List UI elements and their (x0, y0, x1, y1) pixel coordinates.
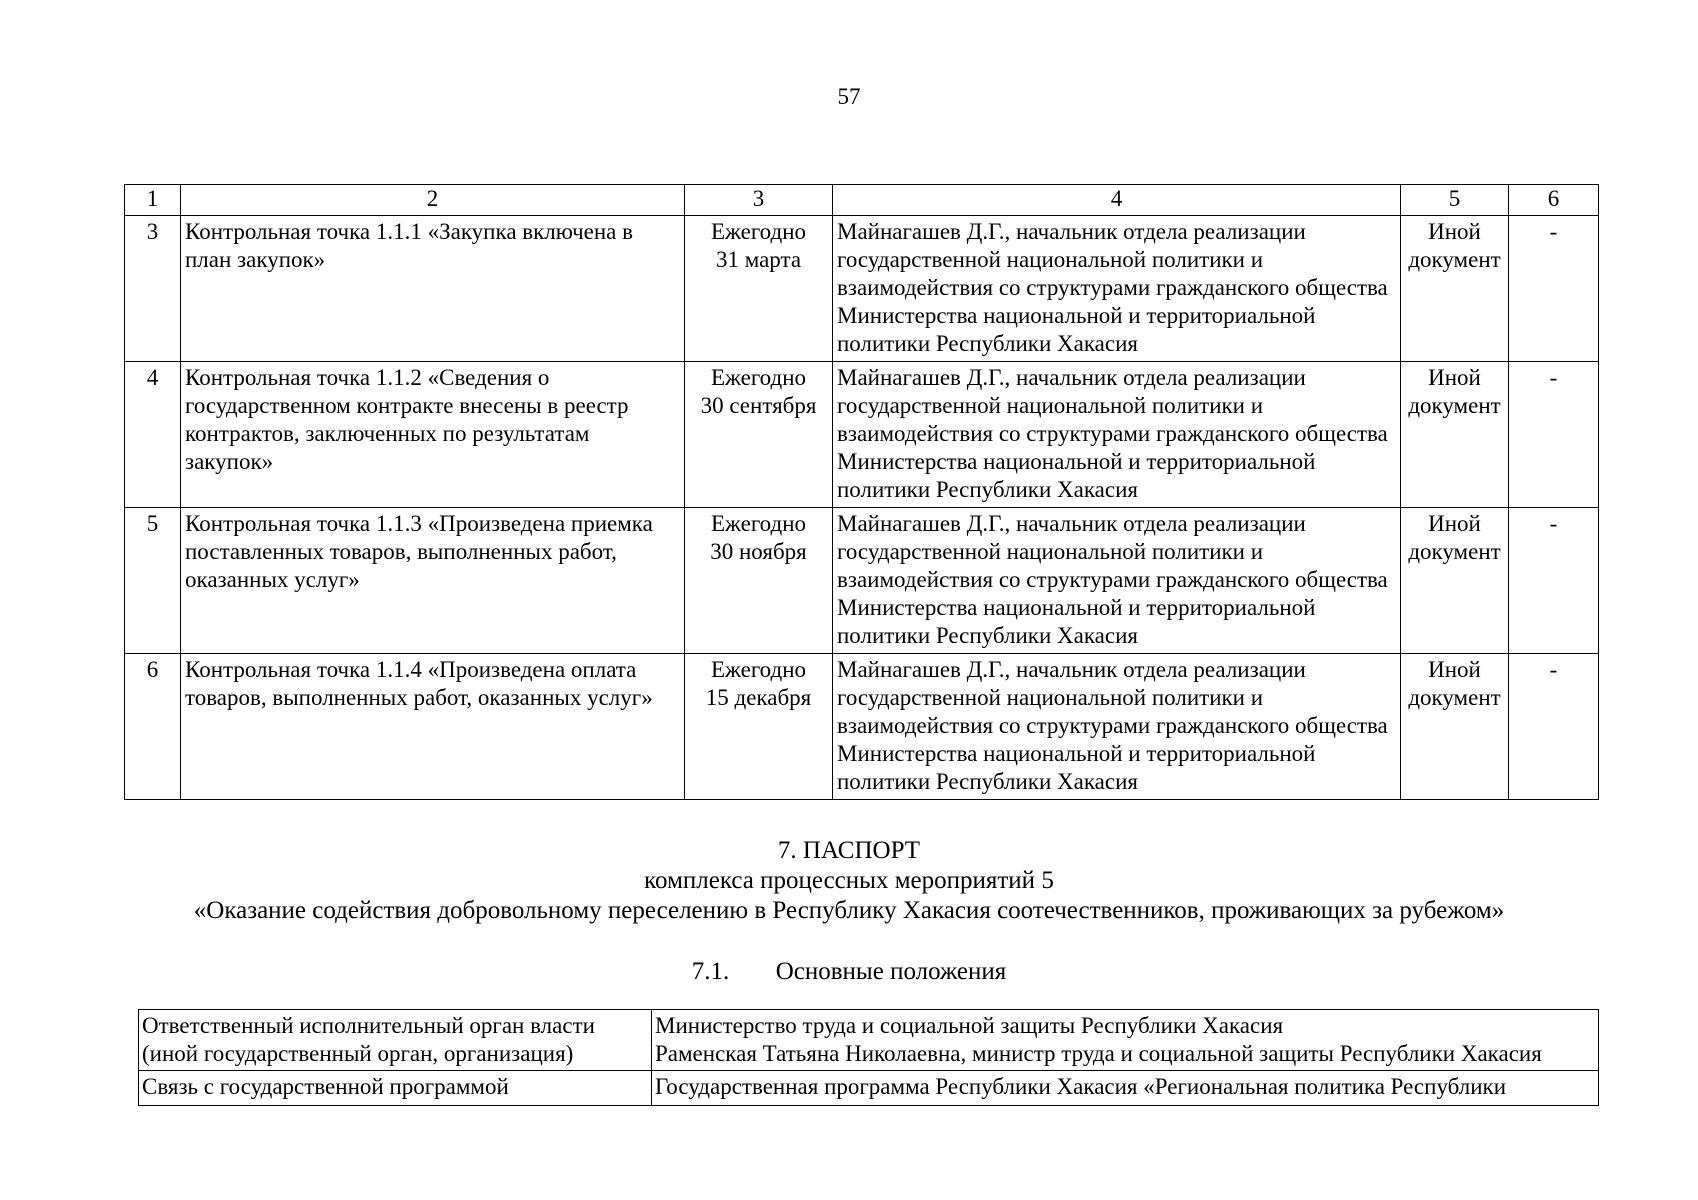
deadline-line: Ежегодно (710, 365, 807, 390)
responsible-person: Майнагашев Д.Г., начальник отдела реализации государственной национальной политики и взаимодействия со структурами гражданского общества Министерства национальной и территориальной политики Республики Хакасия (833, 216, 1401, 362)
deadline-line: 30 сентября (700, 393, 817, 418)
table-row (125, 362, 1599, 508)
document-type-line: документ (1408, 539, 1501, 564)
provision-label-line: (иной государственный орган, организация) (142, 1041, 574, 1066)
provision-value-line: Государственная программа Республики Хакасия «Региональная политика Республики (655, 1074, 1507, 1099)
document-type-line: документ (1408, 393, 1501, 418)
deadline-line: Ежегодно (710, 511, 807, 536)
provision-value-line: Раменская Татьяна Николаевна, министр труда и социальной защиты Республики Хакасия (655, 1041, 1542, 1066)
deadline-line: Ежегодно (710, 657, 807, 682)
deadline (685, 216, 833, 362)
row-number: 4 (125, 362, 181, 508)
deadline-line: 30 ноября (710, 539, 807, 564)
deadline-line: 15 декабря (705, 685, 812, 710)
table-row (139, 1010, 1599, 1071)
document-type (1401, 654, 1509, 800)
document-type (1401, 216, 1509, 362)
column-header: 2 (181, 185, 685, 216)
subsection-title: Основные положения (775, 958, 1007, 985)
deadline (685, 654, 833, 800)
provision-value (652, 1010, 1599, 1071)
control-points-table (124, 184, 1599, 800)
responsible-person: Майнагашев Д.Г., начальник отдела реализации государственной национальной политики и взаимодействия со структурами гражданского общества Министерства национальной и территориальной политики Республики Хакасия (833, 654, 1401, 800)
provision-label-line: Ответственный исполнительный орган власти (142, 1013, 595, 1038)
row-number: 6 (125, 654, 181, 800)
column-6-value: - (1509, 216, 1599, 362)
control-point-name: Контрольная точка 1.1.4 «Произведена оплата товаров, выполненных работ, оказанных услуг» (181, 654, 685, 800)
responsible-person: Майнагашев Д.Г., начальник отдела реализации государственной национальной политики и взаимодействия со структурами гражданского общества Министерства национальной и территориальной политики Республики Хакасия (833, 508, 1401, 654)
table-row (125, 216, 1599, 362)
deadline-line: Ежегодно (710, 219, 807, 244)
provision-label (139, 1010, 652, 1071)
deadline (685, 362, 833, 508)
table-row (125, 508, 1599, 654)
page-number: 57 (837, 84, 861, 109)
document-type (1401, 362, 1509, 508)
column-header: 1 (125, 185, 181, 216)
column-header: 4 (833, 185, 1401, 216)
column-header: 3 (685, 185, 833, 216)
basic-provisions-table (138, 1009, 1599, 1106)
row-number: 3 (125, 216, 181, 362)
document-type-line: Иной (1428, 365, 1481, 390)
table-row (139, 1071, 1599, 1106)
control-point-name: Контрольная точка 1.1.3 «Произведена приемка поставленных товаров, выполненных работ, оказанных услуг» (181, 508, 685, 654)
provision-label (139, 1071, 652, 1106)
document-type-line: документ (1408, 685, 1501, 710)
subsection-number: 7.1. (691, 958, 730, 985)
document-type-line: Иной (1428, 219, 1481, 244)
subsection-heading (0, 957, 1698, 987)
column-6-value: - (1509, 654, 1599, 800)
section-program-name: «Оказание содействия добровольному переселению в Республику Хакасия соотечественников, проживающих за рубежом» (193, 897, 1505, 924)
responsible-person: Майнагашев Д.Г., начальник отдела реализации государственной национальной политики и взаимодействия со структурами гражданского общества Министерства национальной и территориальной политики Республики Хакасия (833, 362, 1401, 508)
column-6-value: - (1509, 362, 1599, 508)
provision-value (652, 1071, 1599, 1106)
control-point-name: Контрольная точка 1.1.2 «Сведения о государственном контракте внесены в реестр контрактов, заключенных по результатам закупок» (181, 362, 685, 508)
section-subtitle: комплекса процессных мероприятий 5 (644, 867, 1054, 894)
document-type-line: Иной (1428, 657, 1481, 682)
document-type (1401, 508, 1509, 654)
table-header-row (125, 185, 1599, 216)
deadline (685, 508, 833, 654)
document-type-line: Иной (1428, 511, 1481, 536)
column-6-value: - (1509, 508, 1599, 654)
deadline-line: 31 марта (715, 247, 802, 272)
provision-label-line: Связь с государственной программой (142, 1074, 509, 1099)
column-header: 6 (1509, 185, 1599, 216)
column-header: 5 (1401, 185, 1509, 216)
table-row (125, 654, 1599, 800)
row-number: 5 (125, 508, 181, 654)
control-point-name: Контрольная точка 1.1.1 «Закупка включена в план закупок» (181, 216, 685, 362)
provision-value-line: Министерство труда и социальной защиты Республики Хакасия (655, 1013, 1284, 1038)
section-title: 7. ПАСПОРТ (777, 837, 921, 864)
document-type-line: документ (1408, 247, 1501, 272)
